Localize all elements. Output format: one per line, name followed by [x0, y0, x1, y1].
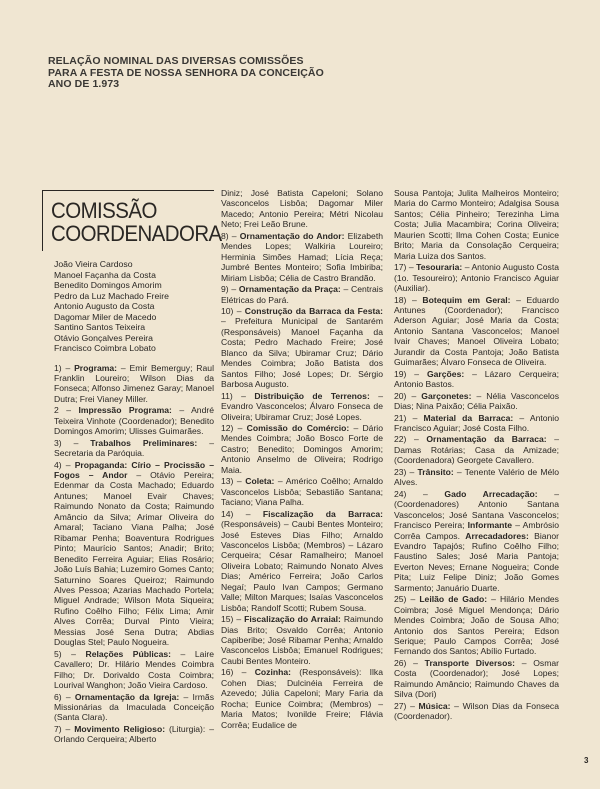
commission-text: – Tenente Valério de Mélo Alves.: [394, 466, 559, 488]
commission-text: – Lázaro Cerqueira; Antonio Bastos.: [394, 368, 560, 390]
commission-item: [394, 489, 559, 594]
commission-text: Raimundo Dias Brito; Osvaldo Corrêa; Antonio Capiberibe; José Ribamar Penha; Arnaldo Vasconcelos Lisbôa; Emanuel Rodrigues; Caubi Bentes Monteiro.: [221, 614, 384, 666]
commission-text: (Responsáveis): Ilka Cohen Dias; Dulcinéia Ferreira de Azevedo; Júlia Capeloni; Mary Faria da Rocha; Eunice Coimbra; (Membros) – Maria Matos; Ivonilde Freire; Flávia Corrêa; Eudalice de: [221, 667, 383, 730]
commission-text: – Emir Bemerguy; Raul Franklin Loureiro; Wilson Dias da Fonseca; Alfonso Jimenez Garay; Manoel Dutra; Frei Vianey Miller.: [54, 362, 214, 404]
commission-text: – Laire Cavallero; Dr. Hilário Mendes Coimbra Filho; Dr. Dorivaldo Costa Coimbra; Lourival Wanghon; João Vieira Cardoso.: [54, 648, 214, 691]
member-name: João Vieira Cardoso: [54, 259, 133, 269]
commission-item: [394, 594, 559, 657]
commission-item: [54, 649, 214, 691]
title-line-1: COMISSÃO: [51, 198, 157, 223]
commission-item: [394, 295, 559, 368]
commission-heading: Fiscalização do Arraial:: [244, 614, 341, 625]
commission-text: 3) –: [54, 437, 91, 448]
commission-heading: Fiscalização da Barraca:: [262, 508, 383, 519]
commission-heading: Construção da Barraca da Festa:: [244, 305, 383, 316]
member-name: Manoel Façanha da Costa: [54, 269, 156, 280]
commission-text: – Damas Rotárias; Casa da Amizade; (Coordenadora) Georgete Cavallero.: [394, 434, 559, 466]
commission-text: 1) –: [54, 362, 75, 373]
header-line-1: RELAÇÃO NOMINAL DAS DIVERSAS COMISSÕES: [48, 55, 304, 67]
commission-heading: Garçonetes:: [421, 390, 472, 401]
commission-text: 23) –: [394, 466, 418, 477]
commission-item: [54, 405, 214, 436]
commission-text: Bianor Evandro Tapajós; Rufino Coêlho Filho; Faustino Sales; José Maria Pantoja; Everton Neves; Ernane Nogueira; Conde Pita; Luiz Felipe Diniz; João Gomes Sarmento; Januário Duarte.: [394, 530, 559, 593]
member-name: Pedro da Luz Machado Freire: [54, 290, 169, 301]
page-header: [48, 56, 448, 91]
commission-text: 17) –: [394, 262, 417, 273]
member-name: Santino Santos Teixeira: [54, 322, 146, 332]
commission-text: 25) –: [394, 594, 420, 605]
commission-item: [221, 188, 383, 230]
commission-text: Diniz; José Batista Capeloni; Solano Vasconcelos Lisbôa; Dagomar Miler Macedo; Antonio Pereira; Métri Nicolau Neto; Frei Leão Brune.: [221, 188, 383, 230]
page-number: 3: [584, 756, 589, 765]
commission-item: [394, 391, 559, 412]
commission-heading: Música:: [418, 700, 451, 711]
commission-text: – André Teixeira Vinhote (Coordenador); Benedito Domingos Amorim; Ulisses Guimarães.: [54, 405, 214, 437]
commission-text: 24) –: [394, 488, 445, 499]
commission-item: [54, 692, 214, 723]
commission-text: – Nélia Vasconcelos Dias; Nina Paixão; Célia Paixão.: [394, 390, 559, 412]
commission-heading: Impressão Programa:: [78, 405, 172, 416]
commission-item: [54, 724, 214, 745]
commission-heading: Relações Públicas:: [85, 648, 172, 659]
commission-item: [394, 658, 559, 700]
commission-item: [54, 363, 214, 405]
commission-heading: Cozinha:: [254, 667, 291, 678]
commission-heading: Ornamentação da Praça:: [238, 284, 341, 295]
commission-text: 4) –: [54, 459, 75, 470]
commission-item: [221, 391, 383, 422]
commission-text: 20) –: [394, 390, 422, 401]
commission-text: 27) –: [394, 700, 419, 711]
commission-item: [394, 413, 559, 434]
commission-item: [394, 434, 559, 465]
commission-text: 8) –: [221, 230, 240, 241]
commission-item: [394, 701, 559, 722]
commission-heading: Trânsito:: [417, 466, 454, 477]
commission-text: – Osmar Costa (Coordenador); José Lopes; Raimundo Amâncio; Raimundo Chaves da Silva (Dori): [394, 657, 560, 700]
commission-text: – Wilson Dias da Fonseca (Coordenador).: [394, 700, 559, 722]
commission-heading: Ornamentação da Barraca:: [426, 434, 547, 445]
commission-text: Elizabeth Mendes Lopes; Walkiria Loureiro; Herminia Simões Hamad; Lícia Reça; Jumbré Bentes Monteiro; Sofia Imbiriba; Miriam Lisbôa; Célia de Castro Brandão.: [221, 230, 383, 283]
commission-heading: Programa:: [74, 362, 118, 373]
commission-text: – (Coordenadores) Antonio Santana Vasconcelos; José Santana Vasconcelos; Francisco Pereira;: [394, 488, 559, 531]
coordinating-members-list: [54, 259, 214, 354]
commission-text: – Irmãs Missionárias da Imaculada Conceição (Santa Clara).: [54, 691, 214, 723]
commission-heading: Tesouraria:: [416, 262, 463, 273]
commission-text: Sousa Pantoja; Julita Malheiros Monteiro; Maria do Carmo Monteiro; Adalgisa Sousa Santos; Célia Pinheiro; Terezinha Lima Costa; Julia Macambira; Corina Oliveira; Maurien Scotti; Ilma Cohen Costa; Eunice Brito; Maria da Consolação Cerqueira; Maria Luiza dos Santos.: [394, 188, 559, 261]
commission-text: 15) –: [221, 614, 245, 625]
title-line-2: COORDENADORA: [51, 221, 222, 246]
column-1-items: [54, 363, 214, 745]
commission-text: 6) –: [54, 691, 75, 702]
commission-item: [221, 667, 383, 730]
commission-text: – Ambrósio Corrêa Campos.: [394, 520, 559, 541]
commission-text: – Evandro Vasconcelos; Álvaro Fonseca de Oliveira; Ubiramar Cruz; José Lopes.: [221, 390, 383, 422]
commission-text: 9) –: [221, 284, 239, 295]
commission-item: [221, 423, 383, 475]
commission-item: [221, 476, 383, 507]
commission-text: 7) –: [54, 723, 75, 734]
commission-item: [221, 509, 383, 614]
commission-text: – Otávio Pereira; Edenmar da Costa Machado; Eduardo Antunes; Manoel Evair Chaves; Raimundo Nonato da Costa; Raimundo Amâncio da Silva; Arimar Oliveira do Amaral; Taciano Viana Palha; José Ribamar Penha; Boaventura Rodrigues Pinto; Maurício Santos; Anadir; Brito; Benedito Ferreira Aguiar; Elias Rosário; João Luís Bahia; Luzemiro Gomes Canto; Saturnino Soares Queiroz; Raimundo Alves Pessoa; Azarias Machado Portela; Miguel Andrade; Wilson Mota Siqueira; Rufino Coêlho Filho; Félix Lima; Amir Alves Corrêa; Durval Pinto Vieira; Messias José Sena Dutra; Abdias Douglas Stel; Paulo Nogueira.: [54, 470, 214, 648]
commission-item: [221, 614, 383, 666]
commission-heading: Coleta:: [245, 476, 275, 487]
commission-heading: Comissão do Comércio:: [246, 422, 350, 433]
commission-text: – Antonio Augusto Costa (1o. Tesoureiro); Antonio Francisco Aguiar (Auxiliar).: [394, 262, 559, 294]
commission-item: [54, 438, 214, 459]
commission-title-box: [42, 190, 222, 251]
header-line-3: ANO DE 1.973: [48, 78, 120, 90]
commission-text: – Secretaria da Paróquia.: [54, 437, 214, 459]
commission-text: 22) –: [394, 434, 427, 445]
commission-heading: Botequim em Geral:: [422, 294, 511, 305]
commission-text: – Dário Mendes Coimbra; João Bosco Forte de Castro; Benedito; Domingos Amorim; Antonio Anselmo de Oliveira; Rodrigo Maia.: [221, 422, 383, 475]
commission-heading: Distribuição de Terrenos:: [254, 390, 370, 401]
commission-text: 21) –: [394, 412, 424, 423]
commission-text: 19) –: [394, 368, 427, 379]
commission-text: 11) –: [221, 390, 255, 401]
commission-text: – Américo Coêlho; Arnaldo Vasconcelos Lisbôa; Sebastião Santana; Taciano; Viana Palha.: [221, 476, 384, 508]
commission-heading: Ornamentação da Igreja:: [74, 691, 180, 702]
column-1: [51, 190, 222, 746]
commission-heading: Leilão de Gado:: [419, 594, 488, 605]
member-name: Benedito Domingos Amorim: [54, 280, 162, 290]
member-name: Antonio Augusto da Costa: [54, 301, 155, 311]
commission-text: 10) –: [221, 305, 245, 316]
commission-heading: Movimento Religioso:: [74, 723, 166, 734]
commission-heading: Garções:: [426, 368, 465, 379]
commission-text: 26) –: [394, 657, 425, 668]
commission-heading: Ornamentação do Andor:: [239, 230, 345, 241]
commission-text: 5) –: [54, 648, 86, 659]
commission-text: – Centrais Elétricas do Pará.: [221, 284, 383, 305]
commission-item: [394, 369, 559, 390]
commission-item: [54, 460, 214, 648]
member-name: Otávio Gonçalves Pereira: [54, 332, 153, 343]
commission-text: 16) –: [221, 667, 255, 678]
commission-text: 18) –: [394, 294, 423, 305]
column-3: [394, 188, 559, 723]
commission-heading: Gado Arrecadação:: [444, 488, 538, 499]
commission-text: – Prefeitura Municipal de Santarém (Responsáveis) Manoel Façanha da Costa; Pedro Machado Freire; José Blanco da Silva; Ubiramar Cruz; Dário Mendes Coimbra; João Batista dos Santos Filho; José Lopes; Dr. Sérgio Barbosa Augusto.: [221, 316, 383, 390]
commission-heading: Material da Barraca:: [423, 412, 514, 423]
member-name: Francisco Coimbra Lobato: [54, 343, 156, 353]
commission-item: [221, 231, 383, 283]
header-line-2: PARA A FESTA DE NOSSA SENHORA DA CONCEIÇÃO: [48, 66, 324, 79]
commission-text: 2 –: [54, 405, 79, 416]
member-name: Dagomar Miler de Macedo: [54, 311, 157, 322]
commission-item: [221, 284, 383, 305]
commission-text: – Eduardo Antunes (Coordenador); Francisco Aderson Aguiar; José Maria da Costa; Antonio Santana Vasconcelos; Manoel Ivair Chaves; Manoel Oliveira Lobato; Jurandir da Costa Pantoja; João Batista Guimarães; Álvaro Fonseca de Oliveira.: [394, 294, 559, 368]
commission-text: 13) –: [221, 476, 246, 487]
commission-heading: Informante: [467, 520, 513, 531]
commission-item: [394, 262, 559, 293]
commission-text: – Antonio Francisco Aguiar; José Costa Filho.: [394, 412, 559, 433]
commission-heading: Arrecadadores:: [465, 530, 529, 541]
commission-text: (Responsáveis) – Caubi Bentes Monteiro; José Esteves Dias Filho; Arnaldo Vasconcelos Lisbôa; (Membros) – Lázaro Cerqueira; César Ramalheiro; Manoel Oliveira Lobato; Raimundo Nonato Alves Dias; Américo Ferreira; João Carlos Negaí; Paulo Ivan Campos; Germano Valle; Milton Marques; Isaías Vasconcelos Lisbôa; Randolf Scotti; Rubem Sousa.: [221, 519, 383, 613]
commission-text: (Liturgia): – Orlando Cerqueira; Alberto: [54, 723, 214, 745]
commission-heading: Transporte Diversos:: [424, 657, 515, 668]
column-2: [221, 188, 383, 731]
commission-text: – Hilário Mendes Coimbra; José Miguel Mendonça; Dário Mendes Coimbra; João de Sousa Alho; Antonio dos Santos Pereira; Edson Serique; Paulo Campos Corrêa; José Fernando dos Santos; Abílio Furtado.: [394, 594, 559, 657]
commission-text: 14) –: [221, 508, 263, 519]
commission-item: [221, 306, 383, 390]
commission-item: [394, 188, 559, 261]
commission-heading: Propaganda: Círio – Procissão – Fogos – Andor: [54, 459, 214, 481]
commission-text: 12) –: [221, 422, 247, 433]
commission-heading: Trabalhos Preliminares:: [90, 437, 198, 448]
commission-item: [394, 467, 559, 488]
